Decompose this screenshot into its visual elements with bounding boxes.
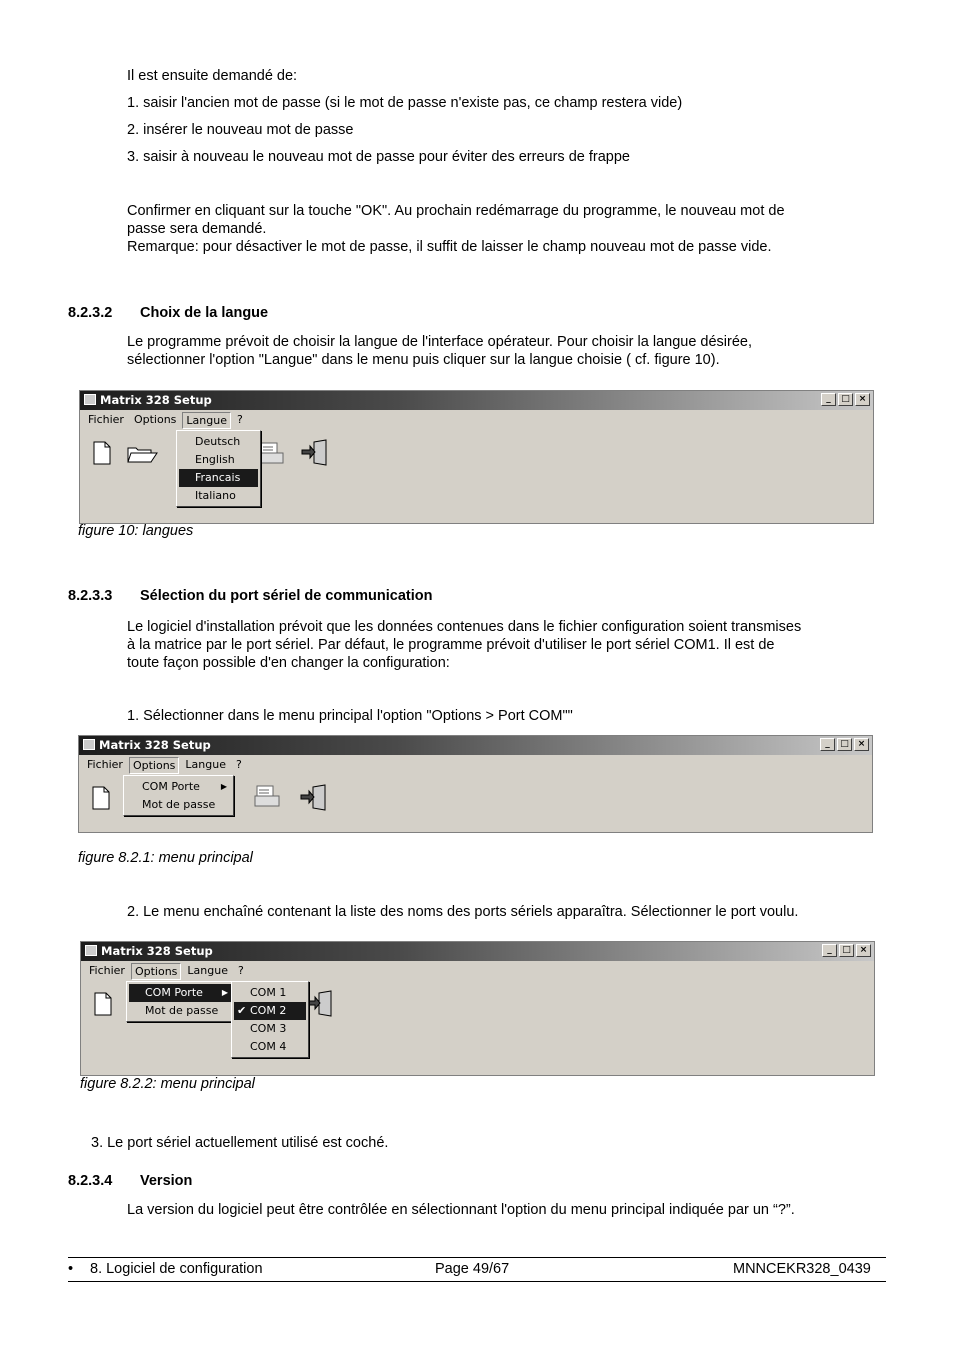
menu-help[interactable]: ? <box>237 964 244 977</box>
langue-line-2: sélectionner l'option "Langue" dans le menu puis cliquer sur la langue choisie ( cf. figure 10). <box>127 352 720 368</box>
menu-fichier[interactable]: Fichier <box>89 964 125 977</box>
new-file-icon[interactable] <box>93 992 113 1016</box>
heading-langue <box>68 305 268 321</box>
window-title: Matrix 328 Setup <box>101 944 213 958</box>
menu-langue[interactable]: Langue <box>185 758 226 771</box>
heading-langue-title: Choix de la langue <box>140 305 269 321</box>
figure-822-caption: figure 8.2.2: menu principal <box>80 1076 255 1092</box>
print-setup-icon[interactable] <box>253 784 283 812</box>
menu-langue[interactable]: Langue <box>187 964 228 977</box>
port-line-1: Le logiciel d'installation prévoit que les données contenues dans le fichier configuration soient transmises <box>127 619 802 635</box>
minimize-button[interactable]: _ <box>820 738 835 751</box>
confirm-line-2: passe sera demandé. <box>127 221 267 237</box>
title-bar <box>81 942 874 961</box>
new-file-icon[interactable] <box>92 441 112 465</box>
menu-options[interactable]: Options <box>133 413 177 426</box>
port-line-2: à la matrice par le port sériel. Par défaut, le programme prévoit d'utiliser le port sériel COM1. Il est de <box>127 637 775 653</box>
options-dropdown <box>123 775 234 816</box>
figure-10-caption: figure 10: langues <box>78 523 194 539</box>
heading-port-title: Sélection du port sériel de communication <box>140 588 433 604</box>
app-window-figure-822 <box>80 941 875 1076</box>
title-bar <box>80 391 873 410</box>
langue-dropdown <box>176 430 261 507</box>
new-file-icon[interactable] <box>91 786 111 810</box>
heading-langue-number: 8.2.3.2 <box>68 305 113 321</box>
lang-item-francais[interactable]: Francais <box>179 469 258 487</box>
checkmark-icon: ✔ <box>237 1004 247 1017</box>
close-button[interactable]: × <box>856 944 871 957</box>
lang-item-italiano[interactable]: Italiano <box>195 489 236 502</box>
com-item-2-label: COM 2 <box>250 1004 287 1017</box>
menu-help[interactable]: ? <box>235 758 242 771</box>
footer-rule-top <box>68 1257 886 1258</box>
options-dropdown <box>126 981 235 1022</box>
app-icon <box>83 739 95 750</box>
remark: Remarque: pour désactiver le mot de passe, il suffit de laisser le champ nouveau mot de passe vide. <box>127 239 772 255</box>
heading-port <box>68 588 432 604</box>
com-item-3[interactable]: COM 3 <box>250 1022 287 1035</box>
app-icon <box>85 945 97 956</box>
menu-bar <box>83 757 248 774</box>
print-setup-icon[interactable] <box>257 441 287 469</box>
menu-bar <box>84 412 249 429</box>
langue-line-1: Le programme prévoit de choisir la langue de l'interface opérateur. Pour choisir la langue désirée, <box>127 334 753 350</box>
exit-door-icon[interactable] <box>300 439 330 467</box>
menu-langue[interactable]: Langue <box>182 412 231 429</box>
heading-version <box>68 1173 192 1189</box>
options-item-com-porte-label: COM Porte <box>142 780 200 793</box>
options-item-mot-de-passe[interactable]: Mot de passe <box>142 798 216 811</box>
port-step-1: 1. Sélectionner dans le menu principal l'option "Options > Port COM"" <box>127 708 573 724</box>
heading-version-title: Version <box>140 1173 193 1189</box>
com-item-2[interactable] <box>234 1002 306 1020</box>
port-step-3: 3. Le port sériel actuellement utilisé est coché. <box>91 1135 389 1151</box>
exit-door-icon[interactable] <box>305 990 335 1018</box>
window-title: Matrix 328 Setup <box>100 393 212 407</box>
app-icon <box>84 394 96 405</box>
menu-help[interactable]: ? <box>236 413 243 426</box>
version-line-1: La version du logiciel peut être contrôlée en sélectionnant l'option du menu principal indiquée par un “?”. <box>127 1202 795 1218</box>
options-item-com-porte[interactable] <box>126 778 231 796</box>
submenu-arrow-icon: ▶ <box>221 988 228 997</box>
maximize-button[interactable]: □ <box>838 393 853 406</box>
com-item-1[interactable]: COM 1 <box>250 986 287 999</box>
com-port-submenu <box>231 981 309 1058</box>
port-line-3: toute façon possible d'en changer la configuration: <box>127 655 450 671</box>
heading-version-number: 8.2.3.4 <box>68 1173 113 1189</box>
heading-port-number: 8.2.3.3 <box>68 588 113 604</box>
options-item-com-porte-label: COM Porte <box>145 986 203 999</box>
maximize-button[interactable]: □ <box>839 944 854 957</box>
menu-options[interactable]: Options <box>129 757 179 774</box>
window-title: Matrix 328 Setup <box>99 738 211 752</box>
menu-fichier[interactable]: Fichier <box>87 758 123 771</box>
options-item-com-porte[interactable] <box>129 984 232 1002</box>
exit-door-icon[interactable] <box>299 784 329 812</box>
figure-821-caption: figure 8.2.1: menu principal <box>78 850 253 866</box>
maximize-button[interactable]: □ <box>837 738 852 751</box>
minimize-button[interactable]: _ <box>821 393 836 406</box>
intro-lead: Il est ensuite demandé de: <box>127 68 298 84</box>
menu-options[interactable]: Options <box>131 963 181 980</box>
lang-item-deutsch[interactable]: Deutsch <box>195 435 241 448</box>
menu-bar <box>85 963 250 980</box>
footer-rule-bottom <box>68 1281 886 1282</box>
intro-step-3: 3. saisir à nouveau le nouveau mot de passe pour éviter des erreurs de frappe <box>127 149 630 165</box>
lang-item-english[interactable]: English <box>195 453 235 466</box>
options-item-mot-de-passe[interactable]: Mot de passe <box>145 1004 219 1017</box>
app-window-figure-10 <box>79 390 874 524</box>
confirm-line-1: Confirmer en cliquant sur la touche "OK". Au prochain redémarrage du programme, le nouveau mot de <box>127 203 785 219</box>
submenu-arrow-icon: ▶ <box>220 782 227 791</box>
title-bar <box>79 736 872 755</box>
intro-step-1: 1. saisir l'ancien mot de passe (si le mot de passe n'existe pas, ce champ restera vide) <box>127 95 683 111</box>
close-button[interactable]: × <box>855 393 870 406</box>
footer-chapter: 8. Logiciel de configuration <box>90 1261 263 1277</box>
menu-fichier[interactable]: Fichier <box>88 413 124 426</box>
footer-bullet: • <box>68 1261 74 1277</box>
app-window-figure-821 <box>78 735 873 833</box>
minimize-button[interactable]: _ <box>822 944 837 957</box>
open-folder-icon[interactable] <box>127 444 159 464</box>
com-item-4[interactable]: COM 4 <box>250 1040 287 1053</box>
intro-step-2: 2. insérer le nouveau mot de passe <box>127 122 354 138</box>
footer-page-number: Page 49/67 <box>435 1261 510 1277</box>
close-button[interactable]: × <box>854 738 869 751</box>
port-step-2: 2. Le menu enchaîné contenant la liste des noms des ports sériels apparaîtra. Sélectionner le port voulu. <box>127 904 799 920</box>
footer-doc-id: MNNCEKR328_0439 <box>733 1261 871 1277</box>
